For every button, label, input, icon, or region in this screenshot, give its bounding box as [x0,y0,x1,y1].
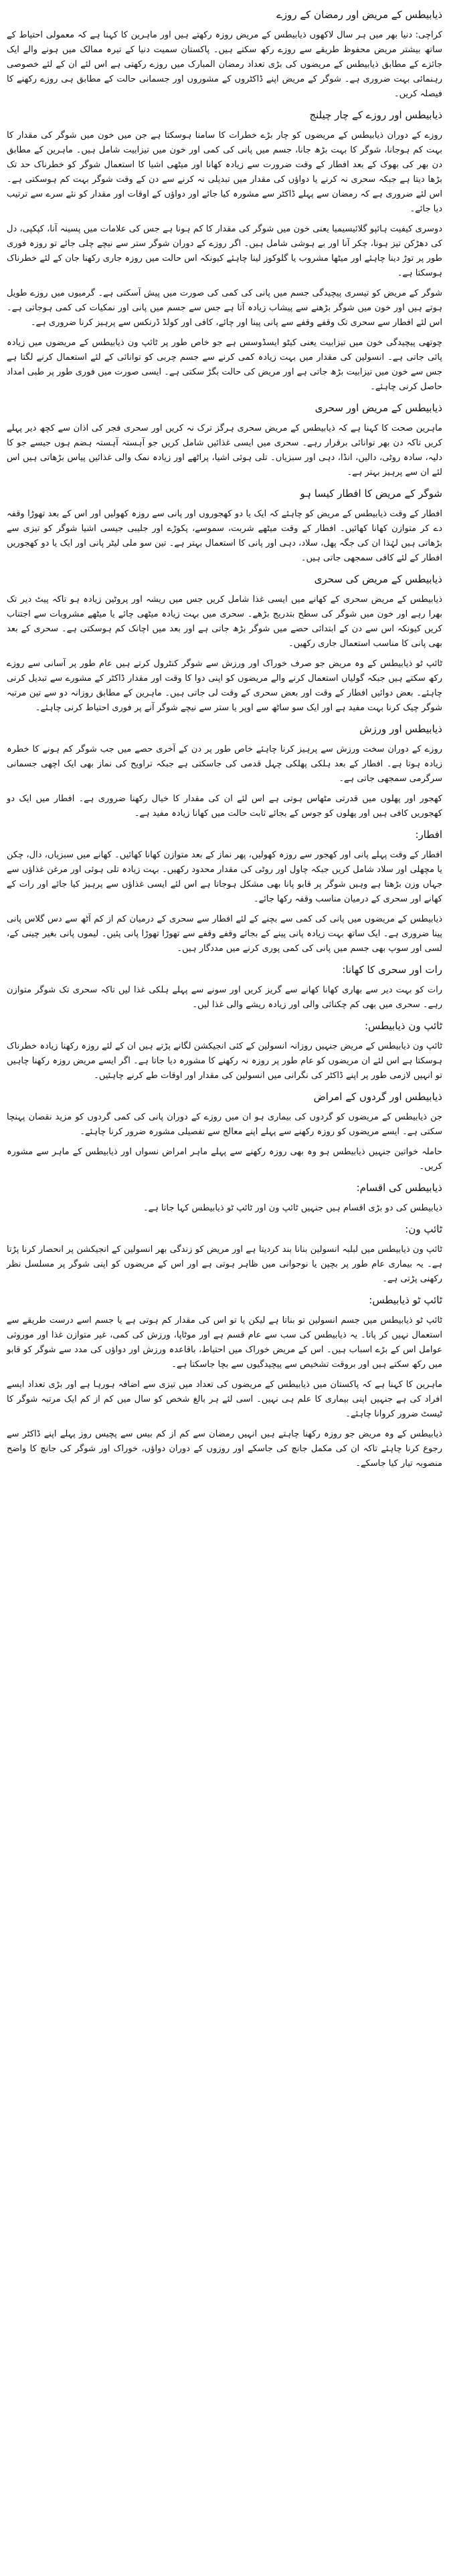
paragraph: افطار کے وقت ذیابیطس کے مریض کو چاہئے کہ ایک یا دو کھجوروں اور پانی سے روزہ کھولیں اور اس کے بعد تھوڑا وقفہ دے کر متوازن کھانا کھائیں۔ افطار کے وقت میٹھے شربت، سموسے، پکوڑے اور جلیبی جیسی اشیا شوگر کو تیزی سے بڑھاتی ہیں لہٰذا ان کی جگہ پھل، سلاد، دہی اور پانی کا استعمال بہتر ہے۔ تین سو ملی لیٹر پانی اور ایک یا دو کھجوریں افطار کے لئے کافی سمجھی جاتی ہیں۔ [7,509,442,563]
paragraph: رات کو بہت دیر سے بھاری کھانا کھانے سے گریز کریں اور سونے سے پہلے ہلکی غذا لیں تاکہ سحری تک شوگر متوازن رہے۔ سحری میں بھی کم چکنائی والی اور زیادہ ریشے والی غذا لیں۔ [7,985,442,1010]
paragraph: ذیابیطس کی دو بڑی اقسام ہیں جنہیں ٹائپ ون اور ٹائپ ٹو ذیابیطس کہا جاتا ہے۔ [143,1203,442,1213]
paragraph: دوسری کیفیت ہائپو گلائیسیمیا یعنی خون میں شوگر کی مقدار کا کم ہونا ہے جس کی علامات میں پسینہ آنا، کپکپی، دل کی دھڑکن تیز ہونا، چکر آنا اور بے ہوشی شامل ہیں۔ اگر روزے کے دوران شوگر ستر سے نیچے چلی جائے تو روزہ فوری طور پر توڑ دینا چاہئے اور میٹھا مشروب یا گلوکوز لینا چاہئے کیونکہ اس حالت میں روزہ جاری رکھنا جان کے لئے خطرناک ہوسکتا ہے۔ [7,224,442,278]
section-heading: شوگر کے مریض کا افطار کیسا ہو [300,488,442,500]
section-heading: ذیابیطس کے مریض کی سحری [314,573,442,585]
paragraph: کراچی: دنیا بھر میں ہر سال لاکھوں ذیابیطس کے مریض روزہ رکھتے ہیں اور ماہرین کا کہنا ہے کہ معمولی احتیاط کے ساتھ بیشتر مریض محفوظ طریقے سے روزے رکھ سکتے ہیں۔ پاکستان سمیت دنیا کے تیرہ ممالک میں ہونے والے ایک جائزے کے مطابق ذیابیطس کے مریضوں کی بڑی تعداد رمضان المبارک میں روزے رکھتی ہے اس لئے ان کے لئے خصوصی رہنمائی بہت ضروری ہے۔ شوگر کے مریض اپنے ڈاکٹروں کے مشوروں اور جسمانی حالت کے مطابق ہی روزے رکھنے کا فیصلہ کریں۔ [7,30,442,99]
paragraph: کھجور اور پھلوں میں قدرتی مٹھاس ہوتی ہے اس لئے ان کی مقدار کا خیال رکھنا ضروری ہے۔ افطار میں ایک دو کھجوریں کافی ہیں اور پھلوں کو جوس کے بجائے ثابت حالت میں کھانا زیادہ مفید ہے۔ [7,794,442,819]
paragraph: حاملہ خواتین جنہیں ذیابیطس ہو وہ بھی روزہ رکھنے سے پہلے ماہر امراض نسواں اور ذیابیطس کے ماہر سے مشورہ کریں۔ [7,1147,442,1172]
paragraph: ذیابیطس کے وہ مریض جو روزہ رکھنا چاہتے ہیں انہیں رمضان سے کم از کم بیس سے پچیس روز پہلے اپنے ڈاکٹر سے رجوع کرنا چاہئے تاکہ ان کی مکمل جانچ کی جاسکے اور روزوں کے دوران دواؤں، خوراک اور شوگر کی جانچ کا واضح منصوبہ تیار کیا جاسکے۔ [7,1429,442,1469]
paragraph: چوتھی پیچیدگی خون میں تیزابیت یعنی کیٹو ایسڈوسس ہے جو خاص طور پر ٹائپ ون ذیابیطس کے مریضوں میں زیادہ پائی جاتی ہے۔ انسولین کی مقدار میں بہت زیادہ کمی کرنے سے جسم چربی کو توانائی کے لئے استعمال کرنے لگتا ہے جس سے خون میں تیزابیت بڑھ جاتی ہے اور مریض کی حالت بگڑ سکتی ہے۔ ایسی صورت میں فوری طور پر طبی امداد حاصل کرنی چاہئے۔ [7,338,442,392]
paragraph: روزے کے دوران ذیابیطس کے مریضوں کو چار بڑے خطرات کا سامنا ہوسکتا ہے جن میں خون میں شوگر کی مقدار کا بہت کم ہوجانا، شوگر کا بہت بڑھ جانا، جسم میں پانی کی کمی اور خون میں تیزابیت شامل ہیں۔ ماہرین کے مطابق دن بھر کی بھوک کے بعد افطار کے وقت ضرورت سے زیادہ کھانا اور میٹھی اشیا کا استعمال شوگر کو خطرناک حد تک بڑھا دیتا ہے جبکہ سحری نہ کرنے یا دواؤں کی مقدار میں تبدیلی نہ کرنے سے دن کے وقت شوگر بہت کم ہوسکتی ہے۔ اس لئے ضروری ہے کہ رمضان سے پہلے ڈاکٹر سے مشورہ کیا جائے اور دواؤں کے اوقات اور مقدار کو نئے سرے سے ترتیب دیا جائے۔ [7,130,442,214]
section-heading: ٹائپ ون: [405,1223,442,1235]
section-heading: ٹائپ ون ذیابیطس: [364,1020,442,1032]
paragraph: ٹائپ ٹو ذیابیطس میں جسم انسولین تو بناتا ہے لیکن یا تو اس کی مقدار کم ہوتی ہے یا جسم اسے درست طریقے سے استعمال نہیں کر پاتا۔ یہ ذیابیطس کی سب سے عام قسم ہے اور موٹاپا، ورزش کی کمی، غیر متوازن غذا اور موروثی عوامل اس کے بڑے اسباب ہیں۔ اس کے مریض خوراک میں احتیاط، باقاعدہ ورزش اور دواؤں کی مدد سے شوگر کو قابو میں رکھ سکتے ہیں اور بروقت تشخیص سے پیچیدگیوں سے بچا جاسکتا ہے۔ [7,1315,442,1370]
paragraph: ٹائپ ون ذیابیطس میں لبلبہ انسولین بنانا بند کردیتا ہے اور مریض کو زندگی بھر انسولین کے انجیکشن پر انحصار کرنا پڑتا ہے۔ یہ بیماری عام طور پر بچپن یا نوجوانی میں ظاہر ہوتی ہے اور اس کے مریضوں کو اپنی شوگر پر مسلسل نظر رکھنی پڑتی ہے۔ [7,1245,442,1284]
paragraph: ماہرین صحت کا کہنا ہے کہ ذیابیطس کے مریض سحری ہرگز ترک نہ کریں اور سحری فجر کی اذان سے کچھ دیر پہلے کریں تاکہ دن بھر توانائی برقرار رہے۔ سحری میں ایسی غذائیں شامل کریں جو آہستہ آہستہ ہضم ہوں جیسے جو کا دلیہ، سادہ روٹی، دالیں، انڈا، دہی اور سبزیاں۔ تلی ہوئی اشیا، پراٹھے اور زیادہ نمک والی غذائیں پیاس بڑھاتی ہیں اس لئے ان سے پرہیز بہتر ہے۔ [7,423,442,477]
section-heading: ذیابیطس اور روزے کے چار چیلنج [309,109,442,121]
paragraph: روزے کے دوران سخت ورزش سے پرہیز کرنا چاہئے خاص طور پر دن کے آخری حصے میں جب شوگر کم ہونے کا خطرہ زیادہ ہوتا ہے۔ افطار کے بعد ہلکی پھلکی چہل قدمی کی جاسکتی ہے جبکہ تراویح کی نماز بھی ایک اچھی جسمانی سرگرمی سمجھی جاتی ہے۔ [7,744,442,784]
section-heading: ذیابیطس اور ورزش [359,723,442,735]
section-heading: ٹائپ ٹو ذیابیطس: [369,1294,442,1306]
section-heading: ذیابیطس اور گردوں کے امراض [313,1091,442,1103]
section-heading: افطار: [415,829,442,841]
paragraph: افطار کے وقت پہلے پانی اور کھجور سے روزہ کھولیں، پھر نماز کے بعد متوازن کھانا کھائیں۔ کھانے میں سبزیاں، دال، چکن یا مچھلی اور سلاد شامل کریں جبکہ چاول اور روٹی کی مقدار محدود رکھیں۔ بہت زیادہ تلی ہوئی اور مرغن غذاؤں سے جہاں وزن بڑھتا ہے وہیں شوگر پر قابو پانا بھی مشکل ہوجاتا ہے اس لئے ایسی غذاؤں سے پرہیز کیا جائے اور رات کے کھانے اور سحری کے درمیان مناسب وقفہ رکھا جائے۔ [7,850,442,904]
paragraph: ٹائپ ون ذیابیطس کے مریض جنہیں روزانہ انسولین کے کئی انجیکشن لگانے پڑتے ہیں ان کے لئے روزہ رکھنا زیادہ خطرناک ہوسکتا ہے اس لئے ان مریضوں کو عام طور پر روزہ نہ رکھنے کا مشورہ دیا جاتا ہے۔ اگر ایسے مریض روزہ رکھنا چاہیں تو انہیں لازمی طور پر اپنے ڈاکٹر کی نگرانی میں انسولین کی مقدار اور اوقات طے کرنے چاہئیں۔ [7,1041,442,1081]
paragraph: ذیابیطس کے مریضوں میں پانی کی کمی سے بچنے کے لئے افطار سے سحری کے درمیان کم از کم آٹھ سے دس گلاس پانی پینا ضروری ہے۔ ایک ساتھ بہت زیادہ پانی پینے کے بجائے وقفے وقفے سے تھوڑا تھوڑا پانی پئیں۔ لیموں پانی بغیر چینی کے، لسی اور سوپ بھی جسم میں پانی کی کمی پوری کرنے میں مددگار ہیں۔ [7,914,442,954]
paragraph: ذیابیطس کے مریض سحری کے کھانے میں ایسی غذا شامل کریں جس میں ریشہ اور پروٹین زیادہ ہو تاکہ پیٹ دیر تک بھرا رہے اور خون میں شوگر کی سطح بتدریج بڑھے۔ سحری میں بہت زیادہ میٹھی چائے یا میٹھے مشروبات سے اجتناب کریں کیونکہ اس سے دن کے ابتدائی حصے میں شوگر بڑھ جاتی ہے اور بعد میں اچانک کم ہوسکتی ہے۔ سحری کے بعد بھی پانی کا مناسب استعمال جاری رکھیں۔ [7,595,442,649]
paragraph: شوگر کے مریض کو تیسری پیچیدگی جسم میں پانی کی کمی کی صورت میں پیش آسکتی ہے۔ گرمیوں میں روزے طویل ہوتے ہیں اور خون میں شوگر بڑھنے سے پیشاب زیادہ آتا ہے جس سے جسم میں پانی اور نمکیات کی کمی ہوجاتی ہے۔ اس لئے افطار سے سحری تک وقفے وقفے سے پانی پینا اور چائے، کافی اور کولڈ ڈرنکس سے پرہیز کرنا ضروری ہے۔ [7,288,442,328]
paragraph: ٹائپ ٹو ذیابیطس کے وہ مریض جو صرف خوراک اور ورزش سے شوگر کنٹرول کرتے ہیں عام طور پر آسانی سے روزے رکھ سکتے ہیں جبکہ گولیاں استعمال کرنے والے مریضوں کو اپنی دوا کا وقت اور مقدار ڈاکٹر کے مشورے سے تبدیل کرنی چاہئے۔ بعض دوائیں افطار کے وقت اور بعض سحری کے وقت لی جاتی ہیں۔ ماہرین کے مطابق روزانہ دو سے تین مرتبہ شوگر چیک کرنا بہت مفید ہے اور ایک سو ساٹھ سے اوپر یا ستر سے نیچے شوگر آنے پر فوری احتیاط کرنی چاہئے۔ [7,659,442,713]
paragraph: جن ذیابیطس کے مریضوں کو گردوں کی بیماری ہو ان میں روزے کے دوران پانی کی کمی گردوں کو مزید نقصان پہنچا سکتی ہے۔ ایسے مریضوں کو روزہ رکھنے سے پہلے اپنے معالج سے تفصیلی مشورہ ضرور کرنا چاہئے۔ [7,1112,442,1137]
section-heading: ذیابیطس کی اقسام: [356,1182,442,1194]
paragraph: ماہرین کا کہنا ہے کہ پاکستان میں ذیابیطس کے مریضوں کی تعداد میں تیزی سے اضافہ ہورہا ہے اور بڑی تعداد ایسے افراد کی ہے جنہیں اپنی بیماری کا علم ہی نہیں۔ اسی لئے ہر بالغ شخص کو سال میں کم از کم ایک مرتبہ شوگر کا ٹیسٹ ضرور کروانا چاہئے۔ [7,1380,442,1419]
section-heading: ذیابیطس کے مریض اور سحری [315,402,442,414]
section-heading: ذیابیطس کے مریض اور رمضان کے روزے [276,9,442,21]
section-heading: رات اور سحری کا کھانا: [342,964,442,976]
